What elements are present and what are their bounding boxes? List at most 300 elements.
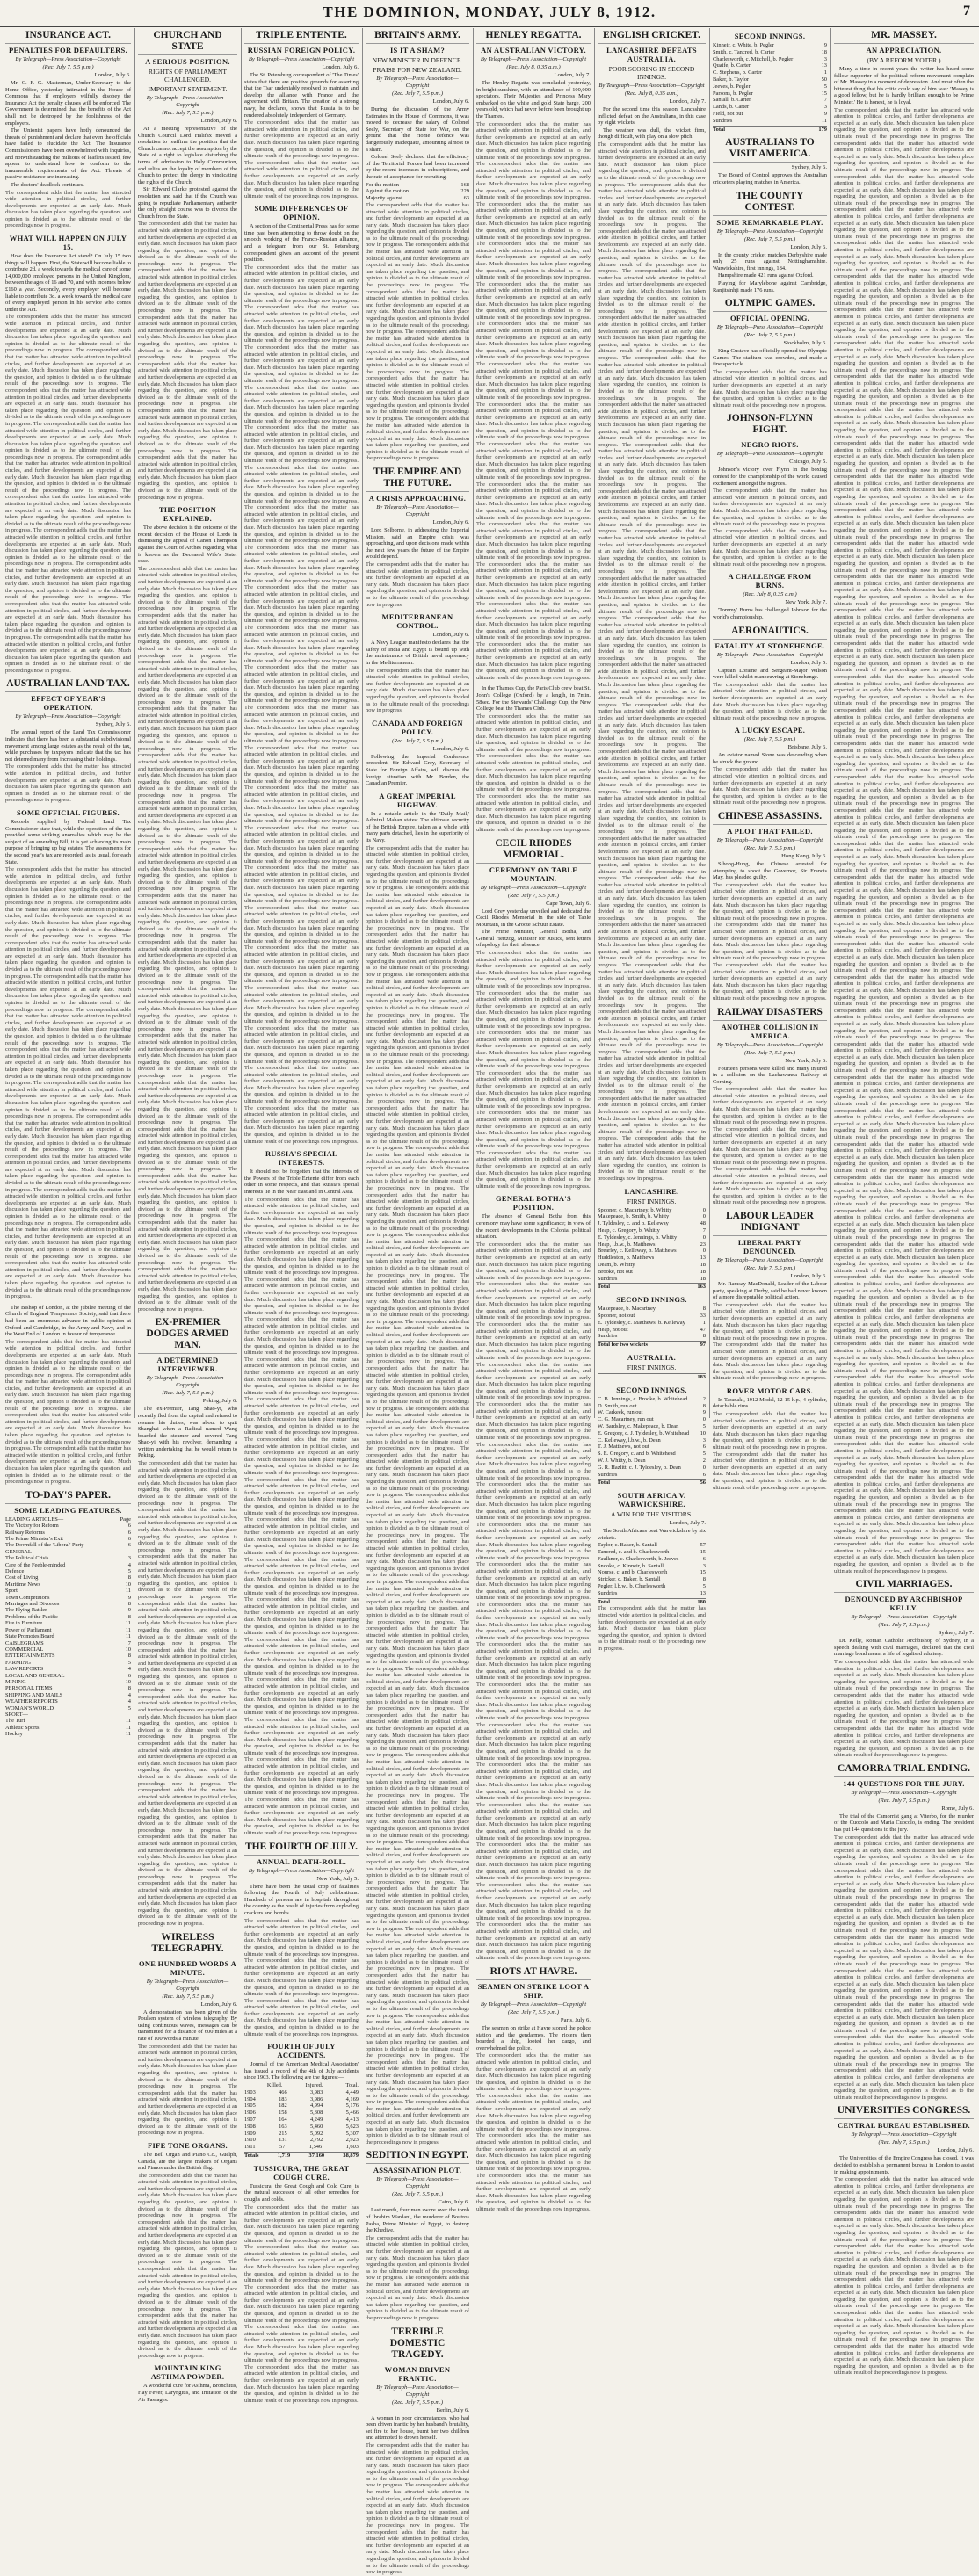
batsman: S. E. Gregory, c. and b. Whitehead <box>598 1451 676 1458</box>
article-headline: JOHNSON-FLYNN FIGHT. <box>713 413 827 438</box>
table-cell: 5,307 <box>345 2130 359 2137</box>
dateline: London, July 6. <box>432 632 469 639</box>
paragraph: The Henley Regatta was concluded yesterday, in bright sunshine, with an attendance of 100,000 spectators. Their Majesties and Princess Mary embarked on the white and gold State barge, 200 years old, which had never before been brought up the Thames. <box>476 80 591 119</box>
wire-credit: By Telegraph—Press Association—Copyright <box>376 76 459 89</box>
contents-item: LEADING ARTICLES— <box>5 1516 64 1523</box>
continuation-text: The correspondent adds that the matter has attracted wide attention in political circles, and further developments are expected at an early date. Much discussion has taken place regarding the question, and opinion is divided as to the ultimate result of the proceedings now in progress. The correspondent adds that the matter has attracted wide attention in political circles, and further developments are expected at an early date. Much discussion has taken place regarding the question, and opinion is divided as to the ultimate result of the proceedings now in progress. The correspondent adds that the matter has attracted wide attention in political circles, and further developments are expected at an early date. Much discussion has taken place regarding the question, and opinion is divided as to the ultimate result of the proceedings now in progress. The correspondent adds that the matter has attracted wide attention in political circles, and further developments are expected at an early date. Much discussion has taken place regarding the question, and opinion is divided as to the ultimate result of the proceedings now in progress. <box>476 2052 591 2212</box>
scorecard-row <box>713 49 827 56</box>
wire-credit: By Telegraph—Press Association—Copyright <box>146 1375 229 1389</box>
dateline: Rome, July 6. <box>941 1805 974 1812</box>
continuation-text: The correspondent adds that the matter has attracted wide attention in political circles, and further developments are expected at an early date. Much discussion has taken place regarding the question, and opinion is divided as to the ultimate result of the proceedings now in progress. The correspondent adds that the matter has attracted wide attention in political circles, and further developments are expected at an early date. Much discussion has taken place regarding the question, and opinion is divided as to the ultimate result of the proceedings now in progress. The correspondent adds that the matter has attracted wide attention in political circles, and further developments are expected at an early date. Much discussion has taken place regarding the question, and opinion is divided as to the ultimate result of the proceedings now in progress. The correspondent adds that the matter has attracted wide attention in political circles, and further developments are expected at an early date. Much discussion has taken place regarding the question, and opinion is divided as to the ultimate result of the proceedings now in progress. The correspondent adds that the matter has attracted wide attention in political circles, and further developments are expected at an early date. Much discussion has taken place regarding the question, and opinion is divided as to the ultimate result of the proceedings now in progress. <box>244 2203 359 2404</box>
article <box>476 838 591 1190</box>
runs: 8 <box>702 1306 706 1313</box>
contents-row <box>5 1633 131 1639</box>
article-subheading: EFFECT OF YEAR'S OPERATION. <box>31 694 105 713</box>
contents-page: 11 <box>125 1724 131 1731</box>
article-body <box>5 253 131 313</box>
paragraph: For the second time this season, Lancashire inflicted defeat on the Australians, in this case by eight wickets. <box>598 106 706 127</box>
article <box>366 612 469 714</box>
article-subheading: RUSSIAN FOREIGN POLICY. <box>247 46 356 54</box>
continuation-text: The correspondent adds that the matter has attracted wide attention in political circles, and further developments are expected at an early date. Much discussion has taken place regarding the question, and opinion is divided as to the ultimate result of the proceedings now in progress. <box>5 763 131 804</box>
runs: 0 <box>702 1416 706 1423</box>
batsman: C. Kelleway, l.b.w., b. Dean <box>598 1436 661 1444</box>
article-body <box>138 2383 237 2403</box>
contents-item: Railway Reforms <box>5 1529 45 1536</box>
contents-page: 4 <box>127 1691 131 1698</box>
article <box>834 1763 974 2102</box>
article <box>713 1211 827 1382</box>
scorecard <box>598 1396 706 1479</box>
contents-row <box>5 1640 131 1646</box>
paragraph: Last month, four men swore over the tomb of Ibrahim Wardani, the murderer of Boutros Pasha, Prime Minister of Egypt, to destroy the Khedive. <box>366 2207 469 2234</box>
total-label: Total <box>598 1598 610 1605</box>
wire-credit: By Telegraph—Press Association—Copyright <box>716 228 823 235</box>
paragraph: Mr. C. F. G. Masterman, Under-Secretary to the Home Office, yesterday intimated in the House of Commons that if employers wilfully disobey the Insurance Act the penalty clauses will be enforced. The Government is determined that the benefits of the Act shall not be destroyed by the foolishness of the employers. <box>5 80 131 127</box>
paragraph: The Bishop of London, at the jubilee meeting of the Church of England Temperance Society, said that there had been an enormous advance in public opinion at Oxford and Cambridge, in the Army and Navy, and in the West End of London in favour of temperance. <box>5 1304 131 1338</box>
table-cell: 3,986 <box>309 2095 323 2102</box>
runs: 2 <box>702 1457 706 1464</box>
batsman: Heap, c. Gregory, b. Whitty <box>598 1226 660 1234</box>
article-body <box>5 819 131 865</box>
article-headline: THE FOURTH OF JULY. <box>244 1842 359 1856</box>
table-cell: 1904 <box>244 2095 256 2102</box>
article-subheading: SECOND INNINGS. <box>616 1385 687 1394</box>
continuation-text: The correspondent adds that the matter has attracted wide attention in political circles, and further developments are expected at an early date. Much discussion has taken place regarding the question, and opinion is divided as to the ultimate result of the proceedings now in progress. The correspondent adds that the matter has attracted wide attention in political circles, and further developments are expected at an early date. Much discussion has taken place regarding the question, and opinion is divided as to the ultimate result of the proceedings now in progress. The correspondent adds that the matter has attracted wide attention in political circles, and further developments are expected at an early date. Much discussion has taken place regarding the question, and opinion is divided as to the ultimate result of the proceedings now in progress. The correspondent adds that the matter has attracted wide attention in political circles, and further developments are expected at an early date. Much discussion has taken place regarding the question, and opinion is divided as to the ultimate result of the proceedings now in progress. <box>138 2172 237 2359</box>
total-row <box>713 126 827 134</box>
article-body <box>138 1406 237 1459</box>
article <box>5 1305 131 1486</box>
article-subheading: SOME REMARKABLE PLAY. <box>716 217 823 227</box>
article-body <box>713 1397 827 1410</box>
article-headline: UNIVERSITIES CONGRESS. <box>834 2105 974 2119</box>
article-headline: HENLEY REGATTA. <box>476 30 591 44</box>
dateline: Sydney, July 6. <box>95 721 131 728</box>
table-cell: 5,176 <box>345 2102 359 2109</box>
dateline: Stockholm, July 6. <box>783 340 827 347</box>
division-label: Majority against <box>366 195 403 202</box>
received-time: (Rec. July 7, 5.5 p.m.) <box>391 2191 444 2198</box>
wire-credit: By Telegraph—Press Association—Copyright <box>15 713 121 720</box>
scorecard-row <box>598 1248 706 1255</box>
scorecard-row <box>713 76 827 83</box>
contents-page: 11 <box>125 1633 131 1640</box>
table-cell: 1908 <box>244 2123 256 2130</box>
scorecard-row <box>598 1313 706 1320</box>
scorecard-row <box>598 1451 706 1458</box>
batsman: Heap, not out <box>598 1326 628 1333</box>
article-subheading: FIRST INNINGS. <box>627 1363 677 1371</box>
batsman: Field, not out <box>713 110 743 117</box>
scorecard-row <box>598 1549 706 1556</box>
batsman: C. B. Jennings, c. Brooke, b. Whitehead <box>598 1395 688 1402</box>
article-subheading: AN APPRECIATION. <box>866 46 942 54</box>
article-body <box>5 1305 131 1338</box>
paragraph: Lord Grey yesterday unveiled and dedicated the Cecil Rhodes Memorial in the side of Table Mountain, in the Groote Schuur Estate. <box>476 908 591 928</box>
dateline: London, July 6. <box>94 72 131 78</box>
article <box>476 685 591 833</box>
runs: 5 <box>702 1451 706 1458</box>
total-row <box>598 1341 706 1349</box>
table-cell: 1906 <box>244 2109 256 2117</box>
contents-page: 10 <box>125 1646 131 1653</box>
batsman: Taylor, c. Baker, b. Santall <box>598 1542 657 1549</box>
article-body <box>244 223 359 264</box>
contents-row <box>5 1614 131 1620</box>
article-subheading: WOMAN DRIVEN FRANTIC. <box>384 2364 451 2383</box>
table-cell: 2,923 <box>345 2137 359 2144</box>
paragraph: In the Thames Cup, the Paris Club crew beat St. John's College (Oxford) by a length, in 7min. 58sec. For the Stewards' Challenge Cup, the New College beat the Thames Club. <box>476 685 591 713</box>
dateline: New York, July 5. <box>316 1875 359 1882</box>
scorecard-total <box>598 1373 706 1381</box>
dateline: Cape Town, July 6. <box>546 900 591 907</box>
contents-item: MINING <box>5 1678 26 1685</box>
article <box>713 1007 827 1206</box>
article <box>244 2164 359 2405</box>
dateline: Chicago, July 5. <box>789 459 827 466</box>
contents-page: 11 <box>125 1626 131 1633</box>
contents-item: Fire in Furniture <box>5 1620 43 1627</box>
paragraph: The ex-Premier, Tang Shao-yi, who recently fled from the capital and refused to resume his duties, was about to quit Shanghai when a Radical named Wang boarded the steamer and covered Tang Shao-yi with his revolver, demanding a written undertaking that he would return to Peking. <box>138 1406 237 1459</box>
article-body <box>244 72 359 119</box>
wire-credit: By Telegraph—Press Association—Copyright <box>851 1789 957 1796</box>
article <box>476 30 591 681</box>
table-cell: 1,603 <box>345 2144 359 2151</box>
article <box>138 30 237 501</box>
article-body <box>713 348 827 368</box>
article <box>713 626 827 722</box>
article <box>713 811 827 1002</box>
article-subheading: A WIN FOR THE VISITORS. <box>611 1510 693 1519</box>
paragraph: The trial of the Camorrist gang at Viterbo, for the murder of the Cuocolo and Maria Cuocolo, is ending. The president has put 144 questions to the jury. <box>834 1813 974 1834</box>
article-subheading: A CHALLENGE FROM BURNS. <box>728 572 812 590</box>
batsman: T. J. Matthews, not out <box>598 1444 649 1451</box>
runs: 5 <box>823 83 827 90</box>
table-cell: 215 <box>279 2130 287 2137</box>
contents-row <box>5 1731 131 1737</box>
article-subheading: ANNUAL DEATH-ROLL. <box>256 1856 347 1866</box>
table-cell: 5,092 <box>309 2130 323 2137</box>
continuation-text: The correspondent adds that the matter has attracted wide attention in political circles, and further developments are expected at an early date. Much discussion has taken place regarding the question, and opinion is divided as to the ultimate result of the proceedings now in progress. The correspondent adds that the matter has attracted wide attention in political circles, and further developments are expected at an early date. Much discussion has taken place regarding the question, and opinion is divided as to the ultimate result of the proceedings now in progress. The correspondent adds that the matter has attracted wide attention in political circles, and further developments are expected at an early date. Much discussion has taken place regarding the question, and opinion is divided as to the ultimate result of the proceedings now in progress. The correspondent adds that the matter has attracted wide attention in political circles, and further developments are expected at an early date. Much discussion has taken place regarding the question, and opinion is divided as to the ultimate result of the proceedings now in progress. The correspondent adds that the matter has attracted wide attention in political circles, and further developments are expected at an early date. Much discussion has taken place regarding the question, and opinion is divided as to the ultimate result of the proceedings now in progress. The correspondent adds that the matter has attracted wide attention in political circles, and further developments are expected at an early date. Much discussion has taken place regarding the question, and opinion is divided as to the ultimate result of the proceedings now in progress. The correspondent adds that the matter has attracted wide attention in political circles, and further developments are expected at an early date. Much discussion has taken place regarding the question, and opinion is divided as to the ultimate result of the proceedings now in progress. The correspondent adds that the matter has attracted wide attention in political circles, and further developments are expected at an early date. Much discussion has taken place regarding the question, and opinion is divided as to the ultimate result of the proceedings now in progress. The correspondent adds that the matter has attracted wide attention in political circles, and further developments are expected at an early date. Much discussion has taken place regarding the question, and opinion is divided as to the ultimate result of the proceedings now in progress. The correspondent adds that the matter has attracted wide attention in political circles, and further developments are expected at an early date. Much discussion has taken place regarding the question, and opinion is divided as to the ultimate result of the proceedings now in progress. The correspondent adds that the matter has attracted wide attention in political circles, and further developments are expected at an early date. Much discussion has taken place regarding the question, and opinion is divided as to the ultimate result of the proceedings now in progress. The correspondent adds that the matter has attracted wide attention in political circles, and further developments are expected at an early date. Much discussion has taken place regarding the question, and opinion is divided as to the ultimate result of the proceedings now in progress. The correspondent adds that the matter has attracted wide attention in political circles, and further developments are expected at an early date. Much discussion has taken place regarding the question, and opinion is divided as to the ultimate result of the proceedings now in progress. The correspondent adds that the matter has attracted wide attention in political circles, and further developments are expected at an early date. Much discussion has taken place regarding the question, and opinion is divided as to the ultimate result of the proceedings now in progress. <box>476 120 591 681</box>
batsman: Deam, b. Whitty <box>598 1261 635 1268</box>
paragraph: Many a time in recent years the writer has heard some fellow-supporter of the political reform movement complain of Mr. Massey in a moment of depression. And most often the bitterest thing that his critic could say of him was: 'Massey is a good fellow, but he is hardly brilliant enough to be Prime Minister.' He is honest, he is loyal. <box>834 66 974 105</box>
continuation-text: The correspondent adds that the matter has attracted wide attention in political circles, and further developments are expected at an early date. Much discussion has taken place regarding the question, and opinion is divided as to the ultimate result of the proceedings now in progress. <box>713 368 827 409</box>
article-subheading: A CRISIS APPROACHING. <box>368 494 467 503</box>
continuation-text: The correspondent adds that the matter has attracted wide attention in political circles, and further developments are expected at an early date. Much discussion has taken place regarding the question, and opinion is divided as to the ultimate result of the proceedings now in progress. <box>366 561 469 608</box>
batsman: Brearley, c. Kelleway, b. Matthews <box>598 1248 677 1255</box>
article <box>713 572 827 620</box>
continuation-text: The correspondent adds that the matter has attracted wide attention in political circles, and further developments are expected at an early date. Much discussion has taken place regarding the question, and opinion is divided as to the ultimate result of the proceedings now in progress. The correspondent adds that the matter has attracted wide attention in political circles, and further developments are expected at an early date. Much discussion has taken place regarding the question, and opinion is divided as to the ultimate result of the proceedings now in progress. The correspondent adds that the matter has attracted wide attention in political circles, and further developments are expected at an early date. Much discussion has taken place regarding the question, and opinion is divided as to the ultimate result of the proceedings now in progress. The correspondent adds that the matter has attracted wide attention in political circles, and further developments are expected at an early date. Much discussion has taken place regarding the question, and opinion is divided as to the ultimate result of the proceedings now in progress. The correspondent adds that the matter has attracted wide attention in political circles, and further developments are expected at an early date. Much discussion has taken place regarding the question, and opinion is divided as to the ultimate result of the proceedings now in progress. The correspondent adds that the matter has attracted wide attention in political circles, and further developments are expected at an early date. Much discussion has taken place regarding the question, and opinion is divided as to the ultimate result of the proceedings now in progress. The correspondent adds that the matter has attracted wide attention in political circles, and further developments are expected at an early date. Much discussion has taken place regarding the question, and opinion is divided as to the ultimate result of the proceedings now in progress. The correspondent adds that the matter has attracted wide attention in political circles, and further developments are expected at an early date. Much discussion has taken place regarding the question, and opinion is divided as to the ultimate result of the proceedings now in progress. The correspondent adds that the matter has attracted wide attention in political circles, and further developments are expected at an early date. Much discussion has taken place regarding the question, and opinion is divided as to the ultimate result of the proceedings now in progress. The correspondent adds that the matter has attracted wide attention in political circles, and further developments are expected at an early date. Much discussion has taken place regarding the question, and opinion is divided as to the ultimate result of the proceedings now in progress. The correspondent adds that the matter has attracted wide attention in political circles, and further developments are expected at an early date. Much discussion has taken place regarding the question, and opinion is divided as to the ultimate result of the proceedings now in progress. The correspondent adds that the matter has attracted wide attention in political circles, and further developments are expected at an early date. Much discussion has taken place regarding the question, and opinion is divided as to the ultimate result of the proceedings now in progress. The correspondent adds that the matter has attracted wide attention in political circles, and further developments are expected at an early date. Much discussion has taken place regarding the question, and opinion is divided as to the ultimate result of the proceedings now in progress. The correspondent adds that the matter has attracted wide attention in political circles, and further developments are expected at an early date. Much discussion has taken place regarding the question, and opinion is divided as to the ultimate result of the proceedings now in progress. The correspondent adds that the matter has attracted wide attention in political circles, and further developments are expected at an early date. Much discussion has taken place regarding the question, and opinion is divided as to the ultimate result of the proceedings now in progress. The correspondent adds that the matter has attracted wide attention in political circles, and further developments are expected at an early date. Much discussion has taken place regarding the question, and opinion is divided as to the ultimate result of the proceedings now in progress. <box>244 1196 359 1836</box>
division-label: Against the motion <box>366 188 409 195</box>
contents-item: Athletic Sports <box>5 1724 40 1731</box>
paragraph: Johnson's victory over Flynn in the boxing contest for the championship of the world caused excitement amongst the negroes. <box>713 467 827 487</box>
batsman: Parsons, b. Pegler <box>713 90 753 97</box>
article <box>138 1932 237 2137</box>
article <box>366 467 469 608</box>
article-body <box>713 252 827 294</box>
contents-row <box>5 1627 131 1633</box>
scorecard-row <box>598 1444 706 1451</box>
scorecard-row <box>598 1306 706 1313</box>
dateline: London, July 6. <box>432 519 469 526</box>
continuation-text: The correspondent adds that the matter has attracted wide attention in political circles, and further developments are expected at an early date. Much discussion has taken place regarding the question, and opinion is divided as to the ultimate result of the proceedings now in progress. The correspondent adds that the matter has attracted wide attention in political circles, and further developments are expected at an early date. Much discussion has taken place regarding the question, and opinion is divided as to the ultimate result of the proceedings now in progress. The correspondent adds that the matter has attracted wide attention in political circles, and further developments are expected at an early date. Much discussion has taken place regarding the question, and opinion is divided as to the ultimate result of the proceedings now in progress. The correspondent adds that the matter has attracted wide attention in political circles, and further developments are expected at an early date. Much discussion has taken place regarding the question, and opinion is divided as to the ultimate result of the proceedings now in progress. <box>5 1338 131 1486</box>
dateline: Berlin, July 6. <box>436 2406 469 2413</box>
batsman: Santall, b. Carter <box>713 97 751 104</box>
received-time: (Rec. July 7, 5.5 p.m.) <box>162 110 214 116</box>
dateline: Hong Kong, July 6. <box>781 853 827 860</box>
scorecard-row <box>598 1220 706 1227</box>
article-subheading: RIGHTS OF PARLIAMENT CHALLENGED. <box>148 68 228 83</box>
wire-credit: By Telegraph—Press Association—Copyright <box>146 95 229 108</box>
total-runs: 183 <box>697 1373 706 1380</box>
article-subheading: SOME LEADING FEATURES. <box>14 1505 122 1515</box>
received-time: (Rec. July 7, 5.5 p.m.) <box>743 1049 796 1056</box>
article-subheading: MOUNTAIN KING ASTHMA POWDER. <box>150 2363 225 2382</box>
contents-item: Problems of the Pacific <box>5 1613 58 1620</box>
continuation-text: The correspondent adds that the matter has attracted wide attention in political circles, and further developments are expected at an early date. Much discussion has taken place regarding the question, and opinion is divided as to the ultimate result of the proceedings now in progress. The correspondent adds that the matter has attracted wide attention in political circles, and further developments are expected at an early date. Much discussion has taken place regarding the question, and opinion is divided as to the ultimate result of the proceedings now in progress. <box>244 119 359 199</box>
scorecard-row <box>713 69 827 76</box>
table-row <box>244 2144 359 2151</box>
table-cell: 4,249 <box>309 2117 323 2124</box>
contents-item: The Prime Minister's Exit <box>5 1536 63 1542</box>
runs: 13 <box>821 62 827 69</box>
contents-item: The Political Crisis <box>5 1555 49 1562</box>
table-cell: 1910 <box>244 2137 256 2144</box>
newspaper-column <box>831 28 976 2377</box>
paragraph: There have been the usual crop of fatalities following the Fourth of July celebrations. Hundreds of persons are in hospitals throughout the country as the result of injuries from exploding crackers and bombs. <box>244 1883 359 1916</box>
contents-page: 8 <box>127 1574 131 1581</box>
article-headline: TERRIBLE DOMESTIC TRAGEDY. <box>366 2326 469 2363</box>
scorecard-row <box>598 1423 706 1430</box>
article-subheading: A PLOT THAT FAILED. <box>727 827 813 836</box>
dateline: Sydney, July 7. <box>938 1630 974 1637</box>
article <box>244 30 359 199</box>
article-body <box>713 752 827 765</box>
dateline: Paris, July 6. <box>560 2016 591 2023</box>
dateline: London, July 6. <box>937 2147 974 2154</box>
received-time: (Rec. July 7, 5.5 p.m.) <box>743 235 796 242</box>
wire-credit: By Telegraph—Press Association—Copyright <box>15 56 121 62</box>
table-row <box>244 2124 359 2131</box>
contents-page: 11 <box>125 1718 131 1725</box>
dateline: Cairo, July 6. <box>438 2199 469 2206</box>
article <box>138 1317 237 1927</box>
article-headline: WIRELESS TELEGRAPHY. <box>138 1932 237 1957</box>
contents-page: 9 <box>127 1594 131 1601</box>
contents-row <box>5 1660 131 1666</box>
continuation-text: The correspondent adds that the matter has attracted wide attention in political circles, and further developments are expected at an early date. Much discussion has taken place regarding the question, and opinion is divided as to the ultimate result of the proceedings now in progress. The correspondent adds that the matter has attracted wide attention in political circles, and further developments are expected at an early date. Much discussion has taken place regarding the question, and opinion is divided as to the ultimate result of the proceedings now in progress. The correspondent adds that the matter has attracted wide attention in political circles, and further developments are expected at an early date. Much discussion has taken place regarding the question, and opinion is divided as to the ultimate result of the proceedings now in progress. <box>713 1086 827 1206</box>
newspaper-column <box>710 28 830 1491</box>
runs: 18 <box>700 1261 706 1268</box>
scorecard-row <box>598 1327 706 1334</box>
runs: 50 <box>821 76 827 83</box>
contents-page: 8 <box>127 1653 131 1660</box>
paragraph: The above decision is the outcome of the recent decision of the House of Lords in dismissing the appeal of Canon Thompson against the Court of Arches regarding what is known as the Deceased Wife's Sister case. <box>138 525 237 565</box>
scorecard-row <box>713 104 827 111</box>
contents-row <box>5 1562 131 1568</box>
contents-item: Maritime News <box>5 1581 40 1588</box>
contents-page: 6 <box>127 1672 131 1679</box>
continuation-text: The correspondent adds that the matter has attracted wide attention in political circles, and further developments are expected at an early date. Much discussion has taken place regarding the question, and opinion is divided as to the ultimate result of the proceedings now in progress. The correspondent adds that the matter has attracted wide attention in political circles, and further developments are expected at an early date. Much discussion has taken place regarding the question, and opinion is divided as to the ultimate result of the proceedings now in progress. <box>138 2043 237 2137</box>
scorecard-row <box>713 42 827 49</box>
article-body <box>713 172 827 185</box>
wire-credit: By Telegraph—Press Association—Copyright <box>376 2176 459 2190</box>
dateline: Peking, July 6. <box>202 1398 237 1405</box>
contents-item: FARMING <box>5 1659 31 1666</box>
received-time: (Rec. July 7, 5.5 p.m.) <box>743 736 796 743</box>
batsman: Heap, l.b.w., b. Matthews <box>598 1241 656 1248</box>
paragraph: King Gustave has officially opened the Olympic Games. The stadium was crowded, and made a fine spectacle. <box>713 348 827 368</box>
scorecard-row <box>598 1234 706 1241</box>
article-subheading: FIFE TONE ORGANS. <box>148 2140 228 2150</box>
wire-credit: By Telegraph—Press Association—Copyright <box>146 1978 229 1992</box>
dateline: London, July 6. <box>200 2001 237 2008</box>
contents-row <box>5 1679 131 1685</box>
runs: 10 <box>700 1429 706 1436</box>
article <box>366 30 469 462</box>
article-headline: AERONAUTICS. <box>713 626 827 640</box>
scorecard-row <box>598 1320 706 1327</box>
batsman: Tancred, c. and b. Charlesworth <box>598 1549 670 1556</box>
batsman: Sundries <box>598 1275 618 1282</box>
article-subheading: GENERAL BOTHA'S POSITION. <box>496 1194 571 1212</box>
scorecard-row <box>598 1255 706 1262</box>
article <box>476 1194 591 1962</box>
runs: 15 <box>821 90 827 97</box>
contents-row <box>5 1574 131 1581</box>
article-body <box>713 668 827 681</box>
contents-page: 11 <box>125 1731 131 1738</box>
runs: 8 <box>702 1333 706 1340</box>
article-subheading: POOR SCORING IN SECOND INNINGS. <box>608 65 695 81</box>
continuation-text: The correspondent adds that the matter has attracted wide attention in political circles, and further developments are expected at an early date. Much discussion has taken place regarding the question, and opinion is divided as to the ultimate result of the proceedings now in progress. The correspondent adds that the matter has attracted wide attention in political circles, and further developments are expected at an early date. Much discussion has taken place regarding the question, and opinion is divided as to the ultimate result of the proceedings now in progress. The correspondent adds that the matter has attracted wide attention in political circles, and further developments are expected at an early date. Much discussion has taken place regarding the question, and opinion is divided as to the ultimate result of the proceedings now in progress. The correspondent adds that the matter has attracted wide attention in political circles, and further developments are expected at an early date. Much discussion has taken place regarding the question, and opinion is divided as to the ultimate result of the proceedings now in progress. The correspondent adds that the matter has attracted wide attention in political circles, and further developments are expected at an early date. Much discussion has taken place regarding the question, and opinion is divided as to the ultimate result of the proceedings now in progress. The correspondent adds that the matter has attracted wide attention in political circles, and further developments are expected at an early date. Much discussion has taken place regarding the question, and opinion is divided as to the ultimate result of the proceedings now in progress. The correspondent adds that the matter has attracted wide attention in political circles, and further developments are expected at an early date. Much discussion has taken place regarding the question, and opinion is divided as to the ultimate result of the proceedings now in progress. The correspondent adds that the matter has attracted wide attention in political circles, and further developments are expected at an early date. Much discussion has taken place regarding the question, and opinion is divided as to the ultimate result of the proceedings now in progress. The correspondent adds that the matter has attracted wide attention in political circles, and further developments are expected at an early date. Much discussion has taken place regarding the question, and opinion is divided as to the ultimate result of the proceedings now in progress. The correspondent adds that the matter has attracted wide attention in political circles, and further developments are expected at an early date. Much discussion has taken place regarding the question, and opinion is divided as to the ultimate result of the proceedings now in progress. The correspondent adds that the matter has attracted wide attention in political circles, and further developments are expected at an early date. Much discussion has taken place regarding the question, and opinion is divided as to the ultimate result of the proceedings now in progress. The correspondent adds that the matter has attracted wide attention in political circles, and further developments are expected at an early date. Much discussion has taken place regarding the question, and opinion is divided as to the ultimate result of the proceedings now in progress. The correspondent adds that the matter has attracted wide attention in political circles, and further developments are expected at an early date. Much discussion has taken place regarding the question, and opinion is divided as to the ultimate result of the proceedings now in progress. The correspondent adds that the matter has attracted wide attention in political circles, and further developments are expected at an early date. Much discussion has taken place regarding the question, and opinion is divided as to the ultimate result of the proceedings now in progress. The correspondent adds that the matter has attracted wide attention in political circles, and further developments are expected at an early date. Much discussion has taken place regarding the question, and opinion is divided as to the ultimate result of the proceedings now in progress. The correspondent adds that the matter has attracted wide attention in political circles, and further developments are expected at an early date. Much discussion has taken place regarding the question, and opinion is divided as to the ultimate result of the proceedings now in progress. The correspondent adds that the matter has attracted wide attention in political circles, and further developments are expected at an early date. Much discussion has taken place regarding the question, and opinion is divided as to the ultimate result of the proceedings now in progress. The correspondent adds that the matter has attracted wide attention in political circles, and further developments are expected at an early date. Much discussion has taken place regarding the question, and opinion is divided as to the ultimate result of the proceedings now in progress. The correspondent adds that the matter has attracted wide attention in political circles, and further developments are expected at an early date. Much discussion has taken place regarding the question, and opinion is divided as to the ultimate result of the proceedings now in progress. The correspondent adds that the matter has attracted wide attention in political circles, and further developments are expected at an early date. Much discussion has taken place regarding the question, and opinion is divided as to the ultimate result of the proceedings now in progress. The correspondent adds that the matter has attracted wide attention in political circles, and further developments are expected at an early date. Much discussion has taken place regarding the question, and opinion is divided as to the ultimate result of the proceedings now in progress. The correspondent adds that the matter has attracted wide attention in political circles, and further developments are expected at an early date. Much discussion has taken place regarding the question, and opinion is divided as to the ultimate result of the proceedings now in progress. The correspondent adds that the matter has attracted wide attention in political circles, and further developments are expected at an early date. Much discussion has taken place regarding the question, and opinion is divided as to the ultimate result of the proceedings now in progress. The correspondent adds that the matter has attracted wide attention in political circles, and further developments are expected at an early date. Much discussion has taken place regarding the question, and opinion is divided as to the ultimate result of the proceedings now in progress. <box>598 141 706 1182</box>
paragraph: Following the Imperial Conference precedent, Sir Edward Grey, Secretary of State for Foreign Affairs, will discuss the foreign situation with Mr. Borden, the Canadian Premier. <box>366 753 469 787</box>
table-cell: 2,792 <box>309 2137 323 2144</box>
total-label: Total <box>713 126 725 133</box>
scorecard <box>598 1542 706 1596</box>
paragraph: Captain Loraine and Sergeant-Major Wilson were killed whilst manoeuvring at Stonehenge. <box>713 667 827 681</box>
article-body <box>5 729 131 763</box>
table-cell: 158 <box>279 2109 287 2117</box>
received-time: (Rec. July 7, 5.5 p.m.) <box>878 1622 930 1629</box>
batsman: Stricker, c. Baker, b. Santall <box>598 1576 661 1583</box>
article-body <box>366 640 469 666</box>
runs: 15 <box>700 1549 706 1556</box>
table-header-cell: Killed. <box>266 2082 283 2089</box>
batsman: Kinneir, c. White, b. Pegler <box>713 42 774 48</box>
paragraph: In Taranaki, 1912 Model, 12-15 h.p., 4 cylinder, detachable rims. <box>713 1396 827 1410</box>
contents-page: 10 <box>125 1678 131 1685</box>
continuation-text: The correspondent adds that the matter has attracted wide attention in political circles, and further developments are expected at an early date. Much discussion has taken place regarding the question, and opinion is divided as to the ultimate result of the proceedings now in progress. The correspondent adds that the matter has attracted wide attention in political circles, and further developments are expected at an early date. Much discussion has taken place regarding the question, and opinion is divided as to the ultimate result of the proceedings now in progress. <box>713 488 827 568</box>
scorecard-row <box>598 1227 706 1234</box>
article-headline: THE EMPIRE AND THE FUTURE. <box>366 467 469 492</box>
article-subheading: PENALTIES FOR DEFAULTERS. <box>9 46 127 54</box>
paragraph: Playing for Marylebone against Cambridge, Ranjitsinhji made 176 runs. <box>713 279 827 293</box>
paragraph: How does the Insurance Act stand? On July 15 two things will happen. First, the State will become liable to contribute 2d. a week towards the medical care of some 14,000,000 employed persons in the United Kingdom, between the ages of 16 and 70, and with incomes below £160 a year. Secondly, every employer will become liable to contribute 3d. a week towards the medical care of every employed person in his service who comes under the Act. <box>5 253 131 313</box>
article-body <box>476 908 591 950</box>
scorecard-row <box>598 1472 706 1479</box>
continuation-text: The correspondent adds that the matter has attracted wide attention in political circles, and further developments are expected at an early date. Much discussion has taken place regarding the question, and opinion is divided as to the ultimate result of the proceedings now in progress. The correspondent adds that the matter has attracted wide attention in political circles, and further developments are expected at an early date. Much discussion has taken place regarding the question, and opinion is divided as to the ultimate result of the proceedings now in progress. The correspondent adds that the matter has attracted wide attention in political circles, and further developments are expected at an early date. Much discussion has taken place regarding the question, and opinion is divided as to the ultimate result of the proceedings now in progress. The correspondent adds that the matter has attracted wide attention in political circles, and further developments are expected at an early date. Much discussion has taken place regarding the question, and opinion is divided as to the ultimate result of the proceedings now in progress. The correspondent adds that the matter has attracted wide attention in political circles, and further developments are expected at an early date. Much discussion has taken place regarding the question, and opinion is divided as to the ultimate result of the proceedings now in progress. The correspondent adds that the matter has attracted wide attention in political circles, and further developments are expected at an early date. Much discussion has taken place regarding the question, and opinion is divided as to the ultimate result of the proceedings now in progress. The correspondent adds that the matter has attracted wide attention in political circles, and further developments are expected at an early date. Much discussion has taken place regarding the question, and opinion is divided as to the ultimate result of the proceedings now in progress. The correspondent adds that the matter has attracted wide attention in political circles, and further developments are expected at an early date. Much discussion has taken place regarding the question, and opinion is divided as to the ultimate result of the proceedings now in progress. The correspondent adds that the matter has attracted wide attention in political circles, and further developments are expected at an early date. Much discussion has taken place regarding the question, and opinion is divided as to the ultimate result of the proceedings now in progress. The correspondent adds that the matter has attracted wide attention in political circles, and further developments are expected at an early date. Much discussion has taken place regarding the question, and opinion is divided as to the ultimate result of the proceedings now in progress. The correspondent adds that the matter has attracted wide attention in political circles, and further developments are expected at an early date. Much discussion has taken place regarding the question, and opinion is divided as to the ultimate result of the proceedings now in progress. The correspondent adds that the matter has attracted wide attention in political circles, and further developments are expected at an early date. Much discussion has taken place regarding the question, and opinion is divided as to the ultimate result of the proceedings now in progress. The correspondent adds that the matter has attracted wide attention in political circles, and further developments are expected at an early date. Much discussion has taken place regarding the question, and opinion is divided as to the ultimate result of the proceedings now in progress. The correspondent adds that the matter has attracted wide attention in political circles, and further developments are expected at an early date. Much discussion has taken place regarding the question, and opinion is divided as to the ultimate result of the proceedings now in progress. The correspondent adds that the matter has attracted wide attention in political circles, and further developments are expected at an early date. Much discussion has taken place regarding the question, and opinion is divided as to the ultimate result of the proceedings now in progress. The correspondent adds that the matter has attracted wide attention in political circles, and further developments are expected at an early date. Much discussion has taken place regarding the question, and opinion is divided as to the ultimate result of the proceedings now in progress. The correspondent adds that the matter has attracted wide attention in political circles, and further developments are expected at an early date. Much discussion has taken place regarding the question, and opinion is divided as to the ultimate result of the proceedings now in progress. The correspondent adds that the matter has attracted wide attention in political circles, and further developments are expected at an early date. Much discussion has taken place regarding the question, and opinion is divided as to the ultimate result of the proceedings now in progress. <box>476 1241 591 1962</box>
article <box>598 1353 706 1381</box>
article-subheading: IS IT A SHAM? <box>389 46 446 54</box>
total-runs: 163 <box>697 1284 706 1291</box>
paragraph: Mr. Ramsay MacDonald, Leader of the Labour party, speaking at Derby, said he had never known of a more disreputable political action. <box>713 1280 827 1301</box>
table-row <box>244 2152 359 2160</box>
table-cell: 4,994 <box>309 2102 323 2109</box>
runs: 3 <box>702 1562 706 1569</box>
article-body <box>138 2152 237 2172</box>
wire-credit: By Telegraph—Press Association—Copyright <box>716 324 823 331</box>
batsman: C. G. Macartney, run out <box>598 1416 654 1423</box>
paragraph: An aviator named Stone was descending when he struck the ground. <box>713 752 827 765</box>
table-row <box>244 2137 359 2144</box>
article-body <box>366 106 469 181</box>
division-row <box>366 182 469 189</box>
scorecard-total <box>598 1283 706 1291</box>
article-headline: LABOUR LEADER INDIGNANT <box>713 1211 827 1236</box>
batsman: Jeeves, b. Pegler <box>713 83 751 90</box>
scorecard-row <box>713 97 827 104</box>
scorecard-row <box>598 1241 706 1248</box>
runs: 18 <box>700 1275 706 1282</box>
wire-credit: By Telegraph—Press Association—Copyright <box>480 884 587 891</box>
article-subheading: CENTRAL BUREAU ESTABLISHED. <box>838 2121 970 2131</box>
article-body <box>713 1281 827 1301</box>
wire-credit: By Telegraph—Press Association—Copyright <box>480 56 587 62</box>
article-subheading: OFFICIAL OPENING. <box>729 314 810 323</box>
continuation-text: The correspondent adds that the matter has attracted wide attention in political circles, and further developments are expected at an early date. Much discussion has taken place regarding the question, and opinion is divided as to the ultimate result of the proceedings now in progress. The correspondent adds that the matter has attracted wide attention in political circles, and further developments are expected at an early date. Much discussion has taken place regarding the question, and opinion is divided as to the ultimate result of the proceedings now in progress. The correspondent adds that the matter has attracted wide attention in political circles, and further developments are expected at an early date. Much discussion has taken place regarding the question, and opinion is divided as to the ultimate result of the proceedings now in progress. The correspondent adds that the matter has attracted wide attention in political circles, and further developments are expected at an early date. Much discussion has taken place regarding the question, and opinion is divided as to the ultimate result of the proceedings now in progress. The correspondent adds that the matter has attracted wide attention in political circles, and further developments are expected at an early date. Much discussion has taken place regarding the question, and opinion is divided as to the ultimate result of the proceedings now in progress. The correspondent adds that the matter has attracted wide attention in political circles, and further developments are expected at an early date. Much discussion has taken place regarding the question, and opinion is divided as to the ultimate result of the proceedings now in progress. <box>834 2176 974 2377</box>
scorecard-row <box>598 1542 706 1549</box>
scorecard-row <box>598 1416 706 1423</box>
table-cell: 1,719 <box>277 2153 291 2159</box>
paragraph: Records supplied by Federal Land Tax Commissioner state that, while the operation of the tax provided some striking anomalies which may be the subject of an amending Bill, it is yet achieving its main purpose of bringing up big estates. The assessments for the second year's tax are recorded, as is usual, for each State. <box>5 819 131 865</box>
contents-row <box>5 1698 131 1704</box>
contents-page: 3 <box>127 1555 131 1562</box>
table-row <box>244 2089 359 2096</box>
article-headline: TO-DAY'S PAPER. <box>5 1490 131 1504</box>
article-body <box>244 2183 359 2203</box>
table-cell: 183 <box>279 2095 287 2102</box>
scorecard-row <box>598 1403 706 1410</box>
runs: 0 <box>702 1206 706 1213</box>
wire-credit: By Telegraph—Press Association—Copyright <box>716 837 823 844</box>
dateline: New York, July 6. <box>785 1057 827 1064</box>
article-body <box>366 2415 469 2442</box>
runs: 13 <box>700 1589 706 1596</box>
contents-item: Sport <box>5 1588 18 1595</box>
paragraph: Fourteen persons were killed and many injured in a collision on the Lackawanna Railway at Corning. <box>713 1065 827 1085</box>
batsman: Pegler, l.b.w., b. Charlesworth <box>598 1583 666 1590</box>
article-headline: CAMORRA TRIAL ENDING. <box>834 1763 974 1777</box>
total-row <box>598 1598 706 1606</box>
article-body <box>476 2025 591 2051</box>
masthead <box>0 0 979 27</box>
article-body <box>713 1066 827 1086</box>
article-subheading: ROVER MOTOR CARS. <box>726 1386 814 1395</box>
table-cell: 163 <box>279 2123 287 2130</box>
received-time: (Rec. July 7, 5.5 p.m.) <box>391 2399 444 2406</box>
article-headline: BRITAIN'S ARMY. <box>366 30 469 44</box>
contents-page: 4 <box>127 1698 131 1705</box>
paragraph: It should not be forgotten that the interests of the Powers of the Triple Entente differ from each other in some respects, and that Russia's special interests lie in the Near East and in Central Asia. <box>244 1169 359 1195</box>
page-number: 7 <box>963 4 970 18</box>
article <box>834 30 974 1574</box>
article-subheading: RUSSIA'S SPECIAL INTERESTS. <box>265 1149 338 1168</box>
article-subheading: TUSSICURA, THE GREAT COUGH CURE. <box>253 2163 350 2182</box>
total-runs: 179 <box>818 126 827 133</box>
dateline: London, July 6. <box>790 243 827 250</box>
contents-row <box>5 1711 131 1718</box>
wire-credit: By Telegraph—Press Association—Copyright <box>716 451 823 458</box>
